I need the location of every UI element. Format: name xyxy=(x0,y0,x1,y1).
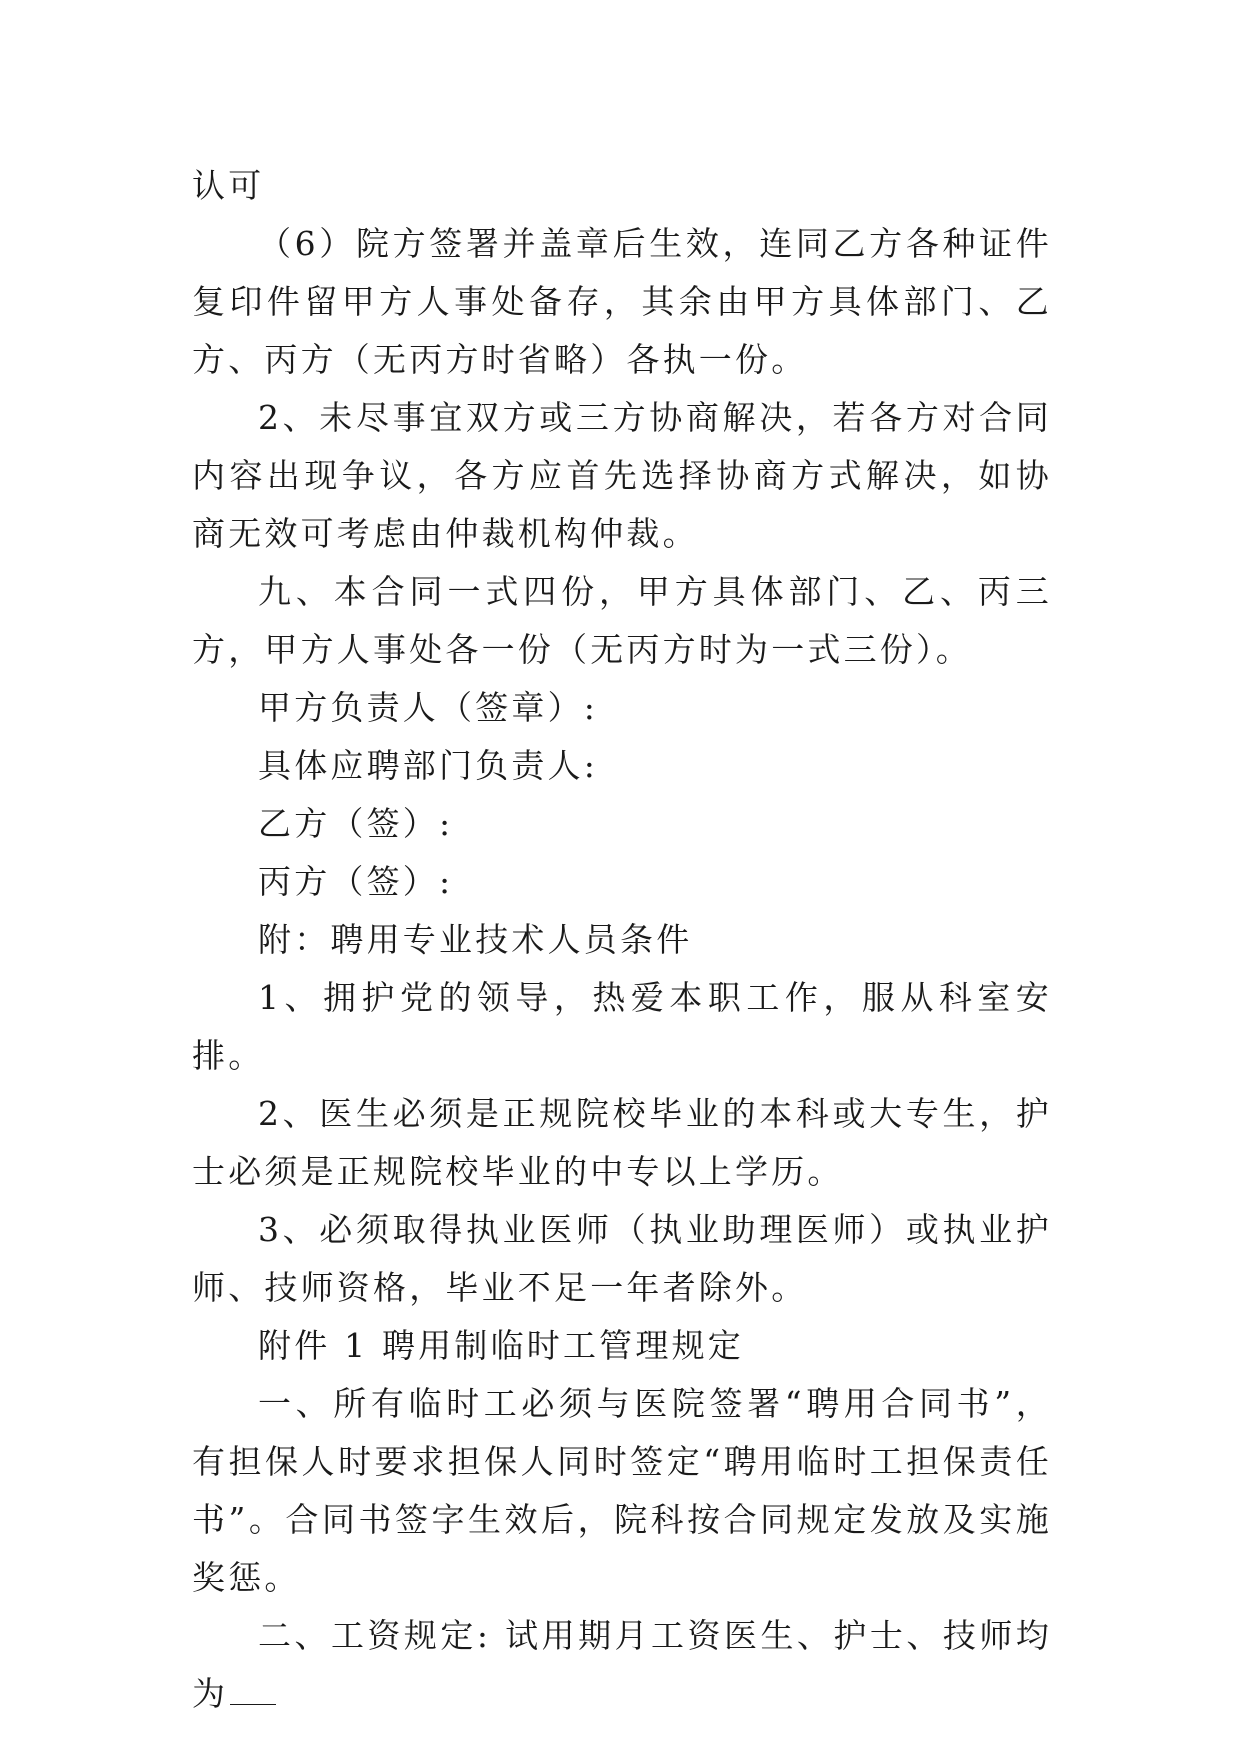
rule-2-wage xyxy=(192,1607,1052,1723)
paragraph-continuation: 认可 xyxy=(192,166,265,205)
paragraph-item-6: （6）院方签署并盖章后生效，连同乙方各种证件复印件留甲方人事处备存，其余由甲方具体部门、乙方、丙方（无丙方时省略）各执一份。 xyxy=(192,224,1052,379)
paragraph-section-9: 九、本合同一式四份，甲方具体部门、乙、丙三方，甲方人事处各一份（无丙方时为一式三份）。 xyxy=(192,572,1052,669)
condition-1: 1、拥护党的领导，热爱本职工作，服从科室安排。 xyxy=(192,978,1052,1075)
condition-3: 3、必须取得执业医师（执业助理医师）或执业护师、技师资格，毕业不足一年者除外。 xyxy=(192,1210,1052,1307)
attachment-1-title: 附件 1 聘用制临时工管理规定 xyxy=(258,1326,744,1365)
signature-party-b: 乙方（签）: xyxy=(258,804,454,843)
paragraph-item-2-dispute: 2、未尽事宜双方或三方协商解决，若各方对合同内容出现争议，各方应首先选择协商方式解决，如协商无效可考虑由仲裁机构仲裁。 xyxy=(192,398,1052,553)
condition-2: 2、医生必须是正规院校毕业的本科或大专生，护士必须是正规院校毕业的中专以上学历。 xyxy=(192,1094,1052,1191)
document-body xyxy=(192,157,1052,1723)
signature-department: 具体应聘部门负责人: xyxy=(258,746,599,785)
rule-2-wage-text: 二、工资规定: 试用期月工资医生、护士、技师均为 xyxy=(192,1616,1052,1713)
fill-in-blank-line xyxy=(230,1674,276,1705)
signature-party-a: 甲方负责人（签章）: xyxy=(258,688,599,727)
rule-1: 一、所有临时工必须与医院签署“聘用合同书”，有担保人时要求担保人同时签定“聘用临时工担保责任书”。合同书签字生效后，院科按合同规定发放及实施奖惩。 xyxy=(192,1384,1052,1597)
signature-party-c: 丙方（签）: xyxy=(258,862,454,901)
appendix-title: 附：聘用专业技术人员条件 xyxy=(258,920,693,959)
